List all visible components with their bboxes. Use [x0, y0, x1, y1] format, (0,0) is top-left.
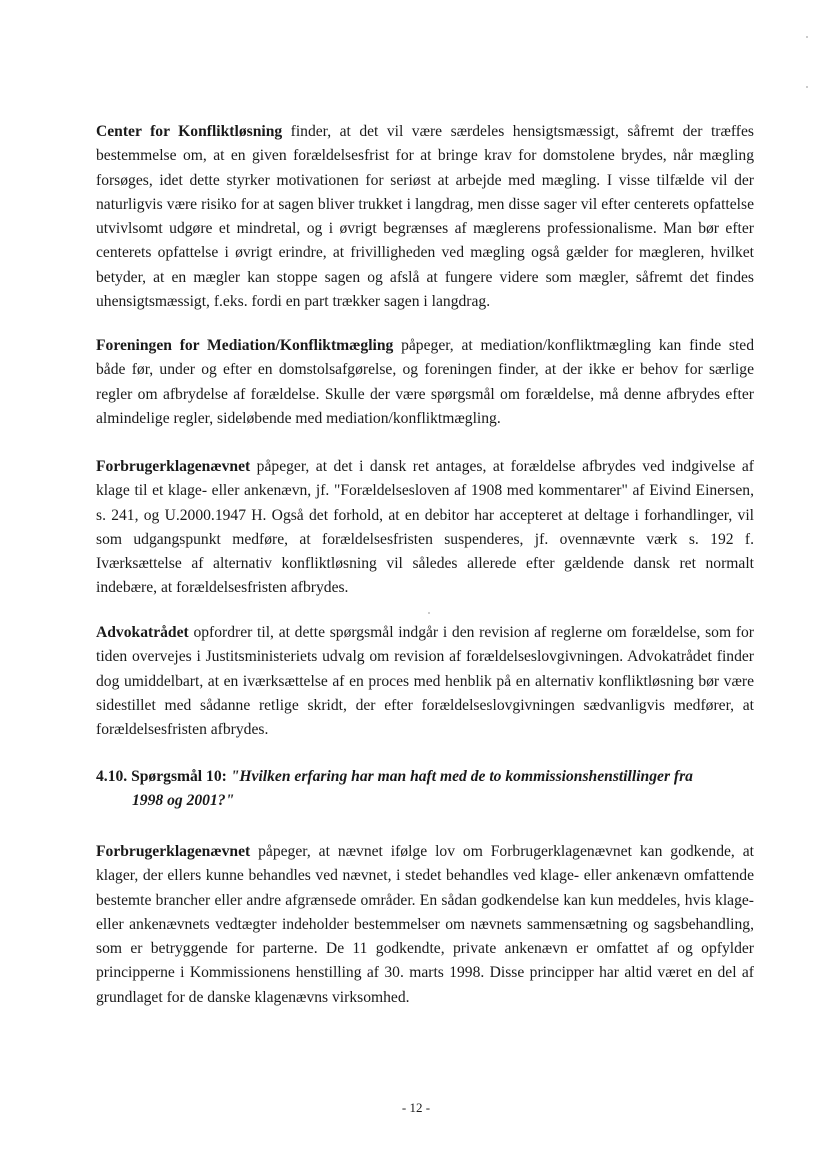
paragraph-forbrugerklagenaevnet	[96, 455, 754, 601]
scan-speck	[428, 612, 430, 614]
paragraph-foreningen-for-mediation	[96, 334, 754, 431]
paragraph-body: påpeger, at nævnet ifølge lov om Forbrugerklagenævnet kan godkende, at klager, der ellers kunne behandles ved nævnet, i stedet behandles ved klage- eller ankenævn omfattende bestemte brancher eller andre afgrænsede områder. En sådan godkendelse kan kun meddeles, hvis klage- eller ankenævnets vedtægter indeholder bestemmelser om nævnets sammensætning og sagsbehandling, som er betryggende for parterne. De 11 godkendte, private ankenævn er omfattet af og opfylder principperne i Kommissionens henstilling af 30. marts 1998. Disse principper har altid været en del af grundlaget for de danske klagenævns virksomhed.	[96, 843, 754, 1006]
section-heading	[96, 765, 756, 814]
paragraph-advokatraadet	[96, 621, 754, 742]
paragraph-body: finder, at det vil være særdeles hensigtsmæssigt, såfremt der træffes bestemmelse om, at en given forældelsesfrist for at bringe krav for domstolene brydes, når mægling forsøges, idet dette styrker motivationen for seriøst at arbejde med mægling. I visse tilfælde vil der naturligvis være risiko for at sagen bliver trukket i langdrag, men disse sager vil efter centerets opfattelse utvivlsomt udgøre et mindretal, og i øvrigt begrænses af mæglerens professionalisme. Man bør efter centerets opfattelse i øvrigt erindre, at frivilligheden ved mægling også gælder for mægleren, hvilket betyder, at en mægler kan stoppe sagen og afslå at fungere videre som mægler, såfremt det findes uhensigtsmæssigt, f.eks. fordi en part trækker sagen i langdrag.	[96, 123, 754, 311]
organization-name: Forbrugerklagenævnet	[96, 843, 251, 860]
paragraph-center-for-konfliktloesning	[96, 120, 754, 314]
organization-name: Advokatrådet	[96, 624, 189, 641]
page-number: - 12 -	[401, 1100, 431, 1115]
organization-name: Foreningen for Mediation/Konfliktmægling	[96, 337, 394, 354]
paragraph-body: påpeger, at det i dansk ret antages, at forældelse afbrydes ved indgivelse af klage til et klage- eller ankenævn, jf. "Forældelsesloven af 1908 med kommentarer" af Eivind Einersen, s. 241, og U.2000.1947 H. Også det forhold, at en debitor har accepteret at deltage i forhandlinger, vil som udgangspunkt medføre, at forældelsesfristen suspenderes, jf. ovennævnte værk s. 192 f. Iværksættelse af alternativ konfliktløsning vil således allerede efter gældende dansk ret normalt indebære, at forældelsesfristen afbrydes.	[96, 458, 754, 597]
organization-name: Forbrugerklagenævnet	[96, 458, 251, 475]
scan-speck	[806, 86, 808, 88]
section-question-continued: 1998 og 2001?"	[132, 792, 235, 810]
paragraph-body: opfordrer til, at dette spørgsmål indgår i den revision af reglerne om forældelse, som for tiden overvejes i Justitsministeriets udvalg om revision af forældelseslovgivningen. Advokatrådet finder dog umiddelbart, at en iværksættelse af en proces med henblik på en alternativ konfliktløsning bør være sidestillet med sådanne retlige skridt, der efter forældelseslovgivningen sædvanligvis medfører, at forældelsesfristen afbrydes.	[96, 624, 754, 739]
scan-speck	[806, 36, 808, 38]
section-question: "Hvilken erfaring har man haft med de to kommissionshenstillinger fra	[230, 768, 693, 785]
paragraph-forbrugerklagenaevnet-answer	[96, 840, 754, 1010]
section-number: 4.10. Spørgsmål 10:	[96, 768, 227, 785]
paragraph-body: påpeger, at mediation/konfliktmægling kan finde sted både før, under og efter en domstolsafgørelse, og foreningen finder, at der ikke er behov for særlige regler om afbrydelse af forældelse. Skulle der være spørgsmål om forældelse, må denne afbrydes efter almindelige regler, sideløbende med mediation/konfliktmægling.	[96, 337, 754, 427]
organization-name: Center for Konfliktløsning	[96, 123, 283, 140]
